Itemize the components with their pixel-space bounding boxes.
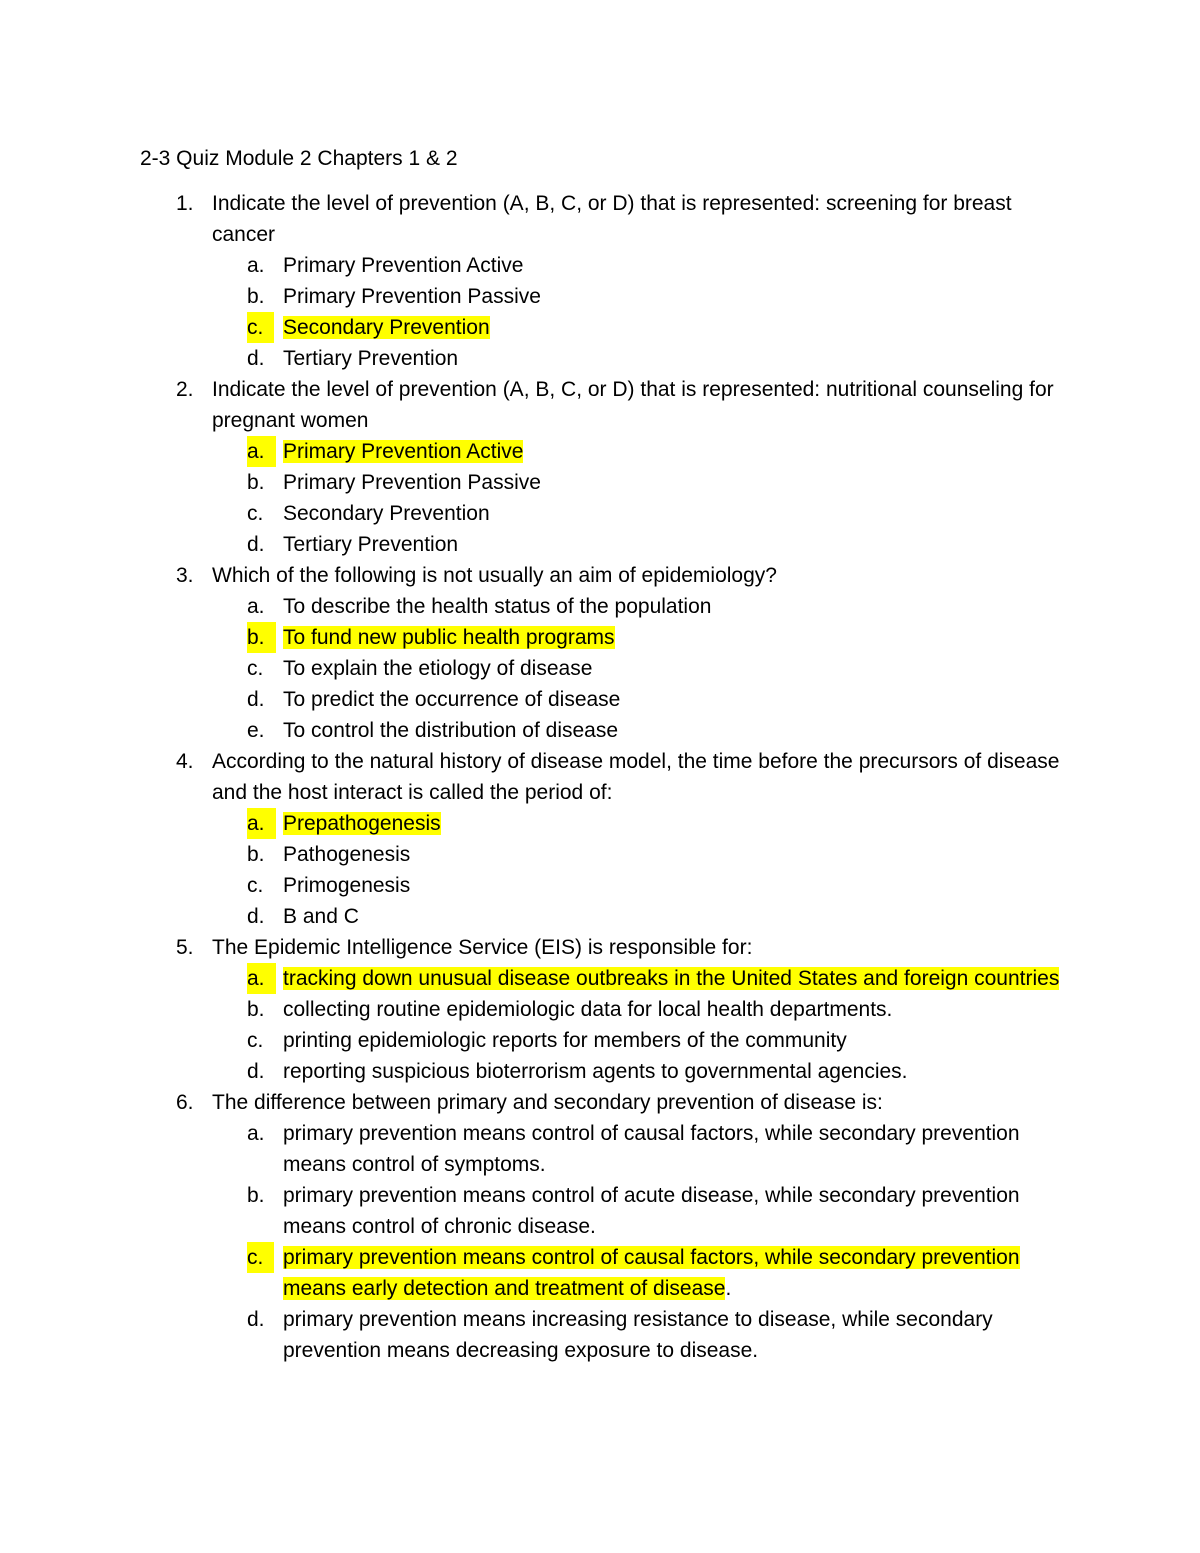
option-letter: d. xyxy=(247,1060,265,1083)
option-letter: b. xyxy=(247,843,265,866)
option-item xyxy=(247,281,1060,312)
question-text: According to the natural history of disease model, the time before the precursors of disease and the host interact is called the period of: xyxy=(212,750,1060,804)
option-item xyxy=(247,250,1060,281)
question-1 xyxy=(140,188,1060,374)
question-text: Indicate the level of prevention (A, B, C, or D) that is represented: screening for breast cancer xyxy=(212,192,1012,246)
option-item xyxy=(247,1304,1060,1366)
option-item xyxy=(247,498,1060,529)
option-item xyxy=(247,684,1060,715)
question-2 xyxy=(140,374,1060,560)
option-item-highlighted xyxy=(247,1242,1060,1304)
question-text: The Epidemic Intelligence Service (EIS) is responsible for: xyxy=(212,936,753,959)
question-6 xyxy=(140,1087,1060,1366)
question-number: 5. xyxy=(176,936,194,959)
option-item xyxy=(247,653,1060,684)
question-text: Which of the following is not usually an aim of epidemiology? xyxy=(212,564,777,587)
option-letter: b. xyxy=(247,471,265,494)
option-letter: c. xyxy=(247,502,264,525)
option-item xyxy=(247,591,1060,622)
option-letter: a. xyxy=(247,254,265,277)
option-letter: b. xyxy=(247,1184,265,1207)
option-suffix: . xyxy=(725,1277,732,1300)
option-item xyxy=(247,467,1060,498)
option-letter: a. xyxy=(247,808,276,839)
option-item-highlighted xyxy=(247,312,1060,343)
option-letter: b. xyxy=(247,285,265,308)
option-text: To control the distribution of disease xyxy=(283,719,619,742)
question-3 xyxy=(140,560,1060,746)
option-text: Secondary Prevention xyxy=(283,316,490,339)
option-text: Tertiary Prevention xyxy=(283,347,459,370)
option-letter: c. xyxy=(247,312,274,343)
option-item xyxy=(247,1056,1060,1087)
option-text: primary prevention means control of causal factors, while secondary prevention means control of symptoms. xyxy=(283,1122,1020,1176)
option-letter: d. xyxy=(247,1308,265,1331)
option-text: Primary Prevention Passive xyxy=(283,471,541,494)
option-item xyxy=(247,529,1060,560)
option-letter: d. xyxy=(247,688,265,711)
option-item-highlighted xyxy=(247,963,1060,994)
option-item xyxy=(247,1118,1060,1180)
option-item xyxy=(247,839,1060,870)
option-letter: c. xyxy=(247,874,264,897)
option-text: printing epidemiologic reports for members of the community xyxy=(283,1029,847,1052)
option-letter: a. xyxy=(247,595,265,618)
question-5 xyxy=(140,932,1060,1087)
option-text: tracking down unusual disease outbreaks in the United States and foreign countries xyxy=(283,967,1060,990)
option-letter: d. xyxy=(247,905,265,928)
option-letter: b. xyxy=(247,622,276,653)
option-item xyxy=(247,1025,1060,1056)
option-text: To explain the etiology of disease xyxy=(283,657,593,680)
option-text: primary prevention means increasing resistance to disease, while secondary prevention means decreasing exposure to disease. xyxy=(283,1308,993,1362)
document-title: 2-3 Quiz Module 2 Chapters 1 & 2 xyxy=(140,147,458,170)
option-text: Primary Prevention Passive xyxy=(283,285,541,308)
question-number: 1. xyxy=(176,192,194,215)
option-text: Secondary Prevention xyxy=(283,502,490,525)
option-text: Primary Prevention Active xyxy=(283,440,524,463)
option-list xyxy=(212,436,1060,560)
option-list xyxy=(212,250,1060,374)
option-text: primary prevention means control of causal factors, while secondary prevention means early detection and treatment of disease. xyxy=(283,1246,1020,1300)
option-item xyxy=(247,715,1060,746)
option-text: To fund new public health programs xyxy=(283,626,615,649)
option-list xyxy=(212,591,1060,746)
question-4 xyxy=(140,746,1060,932)
option-text: Tertiary Prevention xyxy=(283,533,459,556)
question-text: Indicate the level of prevention (A, B, C, or D) that is represented: nutritional counseling for pregnant women xyxy=(212,378,1054,432)
option-letter: a. xyxy=(247,963,276,994)
option-letter: b. xyxy=(247,998,265,1021)
option-letter: e. xyxy=(247,719,265,742)
option-item xyxy=(247,994,1060,1025)
question-list xyxy=(140,188,1060,1366)
question-number: 4. xyxy=(176,750,194,773)
option-text: Prepathogenesis xyxy=(283,812,441,835)
option-text: primary prevention means control of acute disease, while secondary prevention means control of chronic disease. xyxy=(283,1184,1020,1238)
option-text: reporting suspicious bioterrorism agents to governmental agencies. xyxy=(283,1060,908,1083)
option-list xyxy=(212,808,1060,932)
option-letter: c. xyxy=(247,1242,274,1273)
option-item-highlighted xyxy=(247,808,1060,839)
option-text: Pathogenesis xyxy=(283,843,411,866)
option-list xyxy=(212,1118,1060,1366)
option-text: collecting routine epidemiologic data for local health departments. xyxy=(283,998,893,1021)
option-text: To predict the occurrence of disease xyxy=(283,688,621,711)
option-text: Primogenesis xyxy=(283,874,411,897)
question-text: The difference between primary and secondary prevention of disease is: xyxy=(212,1091,883,1114)
option-letter: d. xyxy=(247,347,265,370)
option-text: Primary Prevention Active xyxy=(283,254,524,277)
option-item-highlighted xyxy=(247,622,1060,653)
option-letter: c. xyxy=(247,1029,264,1052)
option-item-highlighted xyxy=(247,436,1060,467)
option-text: To describe the health status of the population xyxy=(283,595,712,618)
option-letter: d. xyxy=(247,533,265,556)
option-letter: a. xyxy=(247,436,276,467)
option-text: B and C xyxy=(283,905,359,928)
option-letter: a. xyxy=(247,1122,265,1145)
option-item xyxy=(247,870,1060,901)
option-item xyxy=(247,901,1060,932)
question-number: 3. xyxy=(176,564,194,587)
option-item xyxy=(247,343,1060,374)
option-item xyxy=(247,1180,1060,1242)
question-number: 6. xyxy=(176,1091,194,1114)
option-list xyxy=(212,963,1060,1087)
question-number: 2. xyxy=(176,378,194,401)
option-letter: c. xyxy=(247,657,264,680)
